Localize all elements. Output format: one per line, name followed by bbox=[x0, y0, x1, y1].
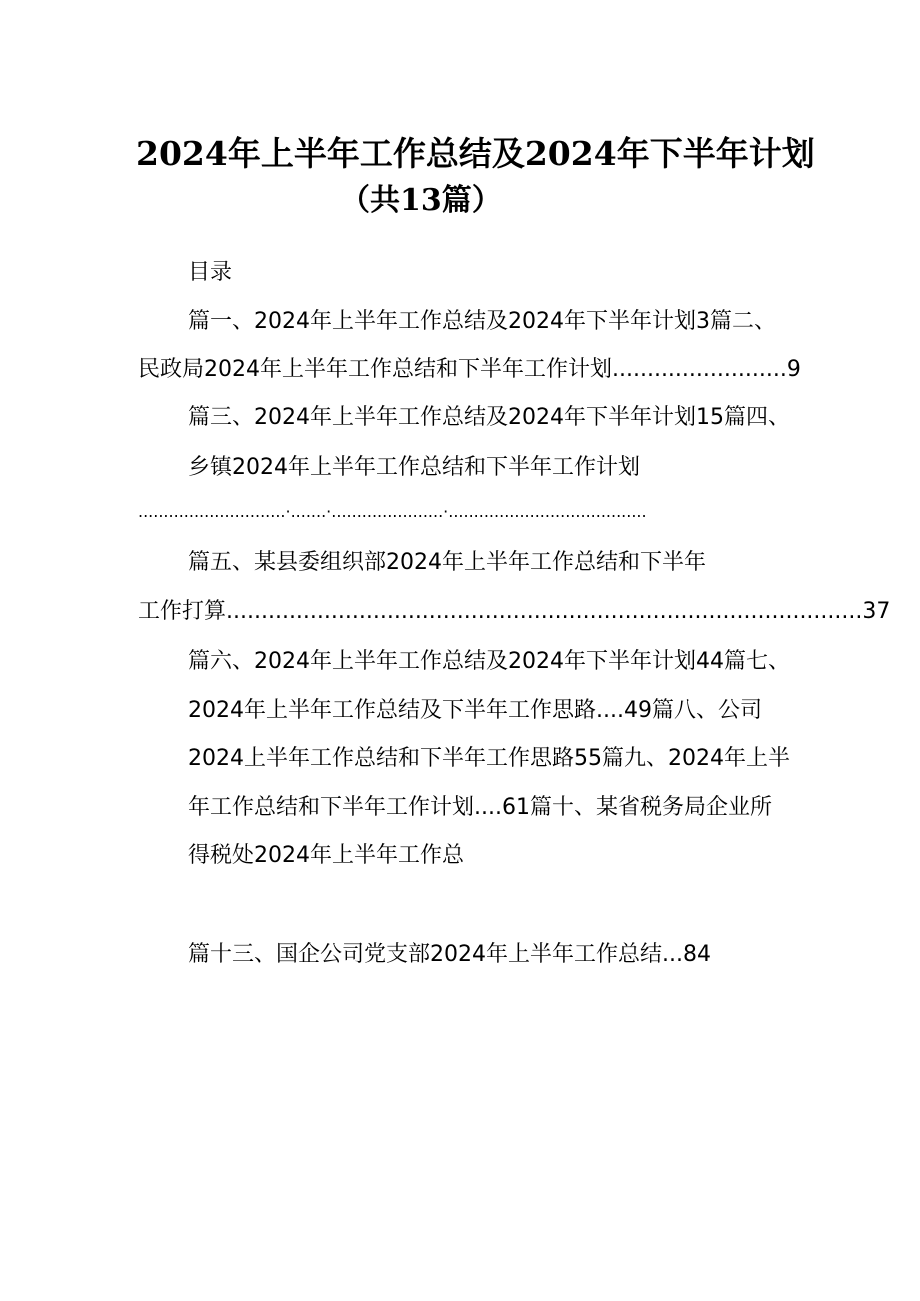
toc-line: 乡镇2024年上半年工作总结和下半年工作计划 bbox=[188, 455, 640, 480]
toc-line: 篇五、某县委组织部2024年上半年工作总结和下半年 bbox=[188, 550, 706, 575]
toc-line: 篇一、2024年上半年工作总结及2024年下半年计划3篇二、 bbox=[188, 309, 776, 334]
toc-line: 年工作总结和下半年工作计划....61篇十、某省税务局企业所 bbox=[188, 795, 772, 820]
toc-line: 民政局2024年上半年工作总结和下半年工作计划.........................9 bbox=[138, 357, 801, 382]
toc-line: 得税处2024年上半年工作总 bbox=[188, 843, 464, 868]
toc-line: 工作打算...........................................................................................37 bbox=[138, 599, 891, 624]
toc-dot-leader: .............................·.......·......................·....................................... bbox=[138, 502, 647, 521]
toc-line: 篇六、2024年上半年工作总结及2024年下半年计划44篇七、 bbox=[188, 649, 790, 674]
document-subtitle: （共13篇） bbox=[340, 183, 502, 218]
toc-line: 篇三、2024年上半年工作总结及2024年下半年计划15篇四、 bbox=[188, 405, 790, 430]
toc-heading: 目录 bbox=[188, 260, 233, 285]
document-title: 2024年上半年工作总结及2024年下半年计划 bbox=[136, 134, 815, 173]
toc-line: 篇十三、国企公司党支部2024年上半年工作总结...84 bbox=[188, 942, 711, 967]
toc-line: 2024上半年工作总结和下半年工作思路55篇九、2024年上半 bbox=[188, 746, 790, 771]
toc-line: 2024年上半年工作总结及下半年工作思路....49篇八、公司 bbox=[188, 698, 762, 723]
